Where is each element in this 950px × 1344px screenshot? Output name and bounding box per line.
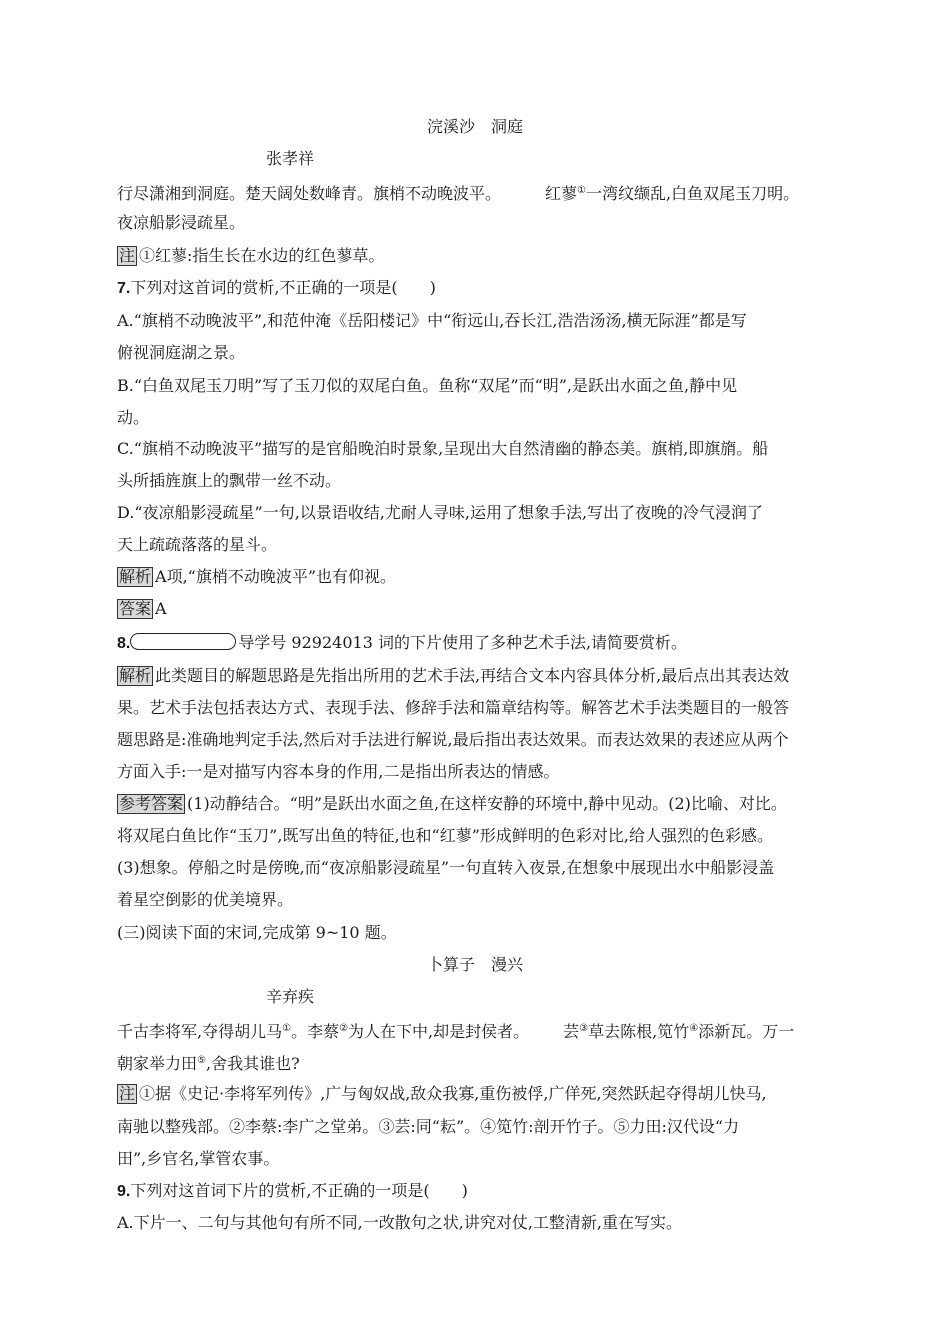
verse-part: 。李蔡 <box>291 1022 340 1041</box>
footnote-mark: ④ <box>689 1023 699 1034</box>
poem1-note <box>117 245 384 267</box>
poem1-line1 <box>117 180 799 205</box>
verse-part: 为人在下中,却是封侯者。 <box>348 1022 530 1041</box>
q7-option-d-1: D.“夜凉船影浸疏星”一句,以景语收结,尤耐人寻味,运用了想象手法,写出了夜晚的冷气浸润了 <box>117 503 764 522</box>
poem2-note-1 <box>117 1083 767 1105</box>
q8-analysis-1 <box>117 665 789 687</box>
q8-number: 8. <box>117 635 131 652</box>
poem1-author: 张孝祥 <box>266 149 315 168</box>
q8-analysis-4: 方面入手:一是对描写内容本身的作用,二是指出所表达的情感。 <box>117 762 560 781</box>
q8-reference-2: 将双尾白鱼比作“玉刀”,既写出鱼的特征,也和“红蓼”形成鲜明的色彩对比,给人强烈的色彩感。 <box>117 826 773 845</box>
poem1-title: 浣溪沙 洞庭 <box>426 117 523 136</box>
q7-number: 7. <box>117 280 131 297</box>
q8-reference-4: 着星空倒影的优美境界。 <box>117 890 294 909</box>
analysis-tag: 解析 <box>119 666 152 685</box>
footnote-mark: ③ <box>579 1023 589 1034</box>
q7-option-d-2: 天上疏疏落落的星斗。 <box>117 535 278 554</box>
q8-reference-3: (3)想象。停船之时是傍晚,而“夜凉船影浸疏星”一句直转入夜景,在想象中展现出水中船影浸盖 <box>117 858 775 877</box>
q8-text: 导学号 92924013 词的下片使用了多种艺术手法,请简要赏析。 <box>238 633 688 652</box>
reference-answer-tag: 参考答案 <box>119 794 184 813</box>
q7-option-c-1: C.“旗梢不动晚波平”描写的是官船晚泊时景象,呈现出大自然清幽的静态美。旗梢,即旗旓。船 <box>117 439 769 458</box>
poem2-note-2: 南驰以整残部。②李蔡:李广之堂弟。③芸:同“耘”。④笕竹:剖开竹子。⑤力田:汉代设“力 <box>117 1117 740 1136</box>
poem1-verse-2a: 红蓼 <box>545 184 578 203</box>
verse-part: 朝家举力田 <box>117 1054 198 1073</box>
q8-stem <box>117 632 687 655</box>
poem2-line1 <box>117 1018 794 1043</box>
poem1-verse-1: 行尽潇湘到洞庭。楚天阔处数峰青。旗梢不动晚波平。 <box>117 184 502 203</box>
q7-analysis <box>117 566 396 588</box>
q7-option-c-2: 头所插旌旗上的飘带一丝不动。 <box>117 471 342 490</box>
q7-option-a-2: 俯视洞庭湖之景。 <box>117 343 246 362</box>
q9-number: 9. <box>117 1183 131 1200</box>
poem2-line2 <box>117 1050 300 1075</box>
note-text: ①红蓼:指生长在水边的红色蓼草。 <box>139 246 385 265</box>
verse-part: 千古李将军,夺得胡儿马 <box>117 1022 283 1041</box>
verse-part: 草去陈根,笕竹 <box>588 1022 690 1041</box>
note-tag: 注 <box>119 246 136 265</box>
footnote-mark: ② <box>339 1023 349 1034</box>
q7-answer <box>117 598 167 620</box>
verse-part: 芸 <box>563 1022 580 1041</box>
q9-option-a: A.下片一、二句与其他句有所不同,一改散句之状,讲究对仗,工整清新,重在写实。 <box>117 1213 682 1232</box>
q8-analysis-3: 题思路是:准确地判定手法,然后对手法进行解说,最后指出表达效果。而表达效果的表述应从两个 <box>117 730 789 749</box>
analysis-text: A项,“旗梢不动晚波平”也有仰视。 <box>155 567 397 586</box>
poem2-note-3: 田”,乡官名,掌管农事。 <box>117 1149 280 1168</box>
q7-option-b-1: B.“白鱼双尾玉刀明”写了玉刀似的双尾白鱼。鱼称“双尾”而“明”,是跃出水面之鱼,静中见 <box>117 376 738 395</box>
poem2-author: 辛弃疾 <box>266 987 315 1006</box>
answer-text: A <box>155 599 167 618</box>
note-text: ①据《史记·李将军列传》,广与匈奴战,敌众我寡,重伤被俘,广佯死,突然跃起夺得胡儿快马, <box>139 1084 767 1103</box>
poem2-title: 卜算子 漫兴 <box>426 955 523 974</box>
q7-stem <box>117 277 436 300</box>
q8-analysis-2: 果。艺术手法包括表达方式、表现手法、修辞手法和篇章结构等。解答艺术手法类题目的一般答 <box>117 698 790 717</box>
analysis-text: 此类题目的解题思路是先指出所用的艺术手法,再结合文本内容具体分析,最后点出其表达效 <box>155 666 790 685</box>
q7-option-b-2: 动。 <box>117 408 150 427</box>
reference-text: (1)动静结合。“明”是跃出水面之鱼,在这样安静的环境中,静中见动。(2)比喻、对比。 <box>187 794 787 813</box>
q8-reference-1 <box>117 793 787 815</box>
answer-tag: 答案 <box>119 599 152 618</box>
section-heading: (三)阅读下面的宋词,完成第 9~10 题。 <box>117 923 397 942</box>
verse-part: 添新瓦。万一 <box>698 1022 795 1041</box>
poem1-verse-2b: 一湾纹缬乱,白鱼双尾玉刀明。 <box>586 184 800 203</box>
footnote-mark: ⑤ <box>197 1055 206 1066</box>
q7-option-a-1: A.“旗梢不动晚波平”,和范仲淹《岳阳楼记》中“衔远山,吞长江,浩浩汤汤,横无际涯”都是写 <box>117 311 747 330</box>
q9-text: 下列对这首词下片的赏析,不正确的一项是( ) <box>130 1181 468 1200</box>
footnote-mark: ① <box>282 1023 292 1034</box>
q9-stem <box>117 1180 468 1203</box>
footnote-mark: ① <box>577 185 586 196</box>
note-tag: 注 <box>119 1084 136 1103</box>
q7-text: 下列对这首词的赏析,不正确的一项是( ) <box>130 278 436 297</box>
analysis-tag: 解析 <box>119 567 152 586</box>
poem1-line2: 夜凉船影浸疏星。 <box>117 213 246 232</box>
guide-badge <box>130 633 236 650</box>
verse-part: ,舍我其谁也? <box>205 1054 300 1073</box>
